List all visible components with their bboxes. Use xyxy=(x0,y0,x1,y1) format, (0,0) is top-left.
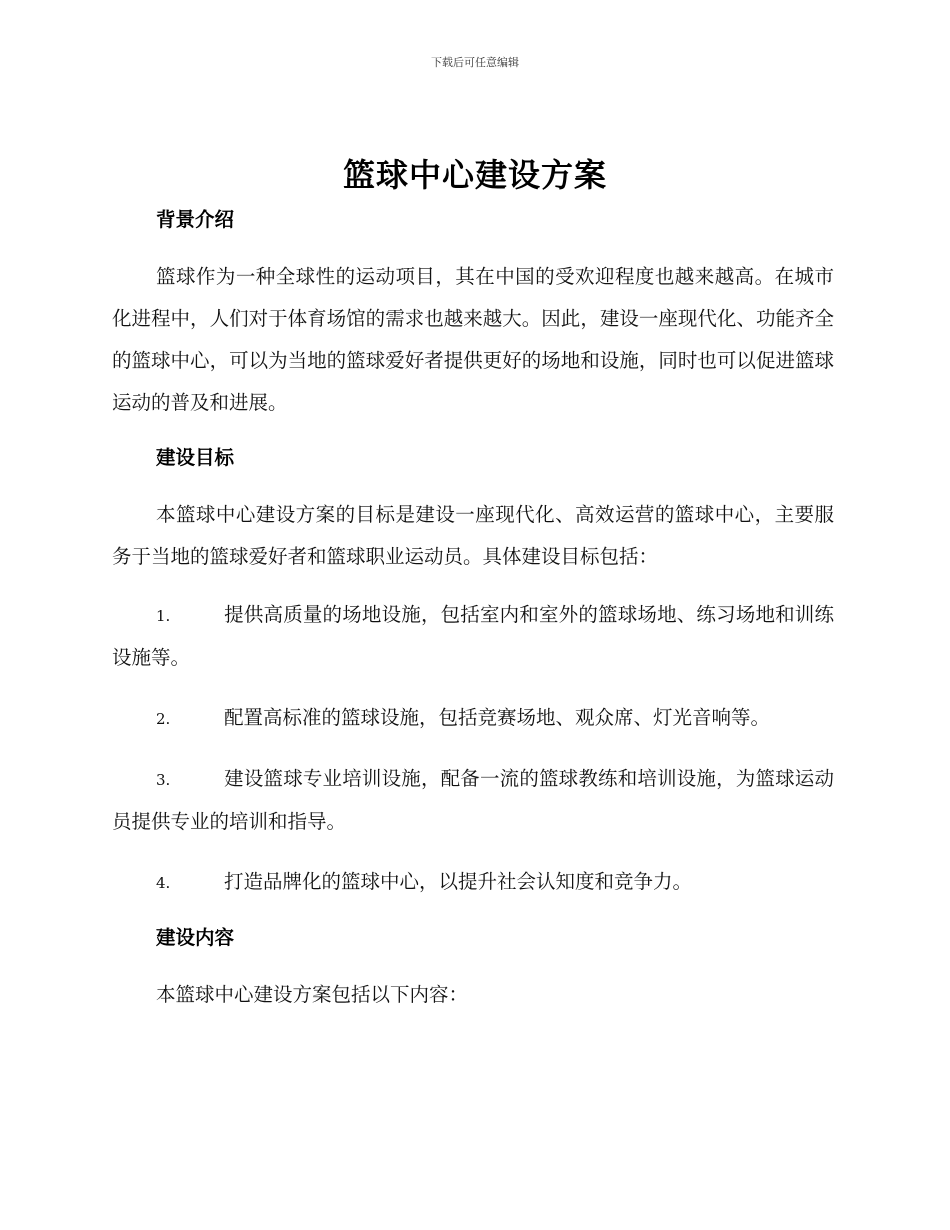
list-item xyxy=(112,861,834,904)
list-item-text: 打造品牌化的篮球中心，以提升社会认知度和竞争力。 xyxy=(224,870,693,893)
list-item-number: 2. xyxy=(156,710,171,728)
list-item-number: 3. xyxy=(156,771,171,789)
section-heading-content: 建设内容 xyxy=(156,926,235,949)
content-paragraph: 本篮球中心建设方案包括以下内容： xyxy=(156,983,469,1006)
list-item xyxy=(112,697,834,740)
list-item-number: 1. xyxy=(156,607,171,625)
goals-paragraph: 本篮球中心建设方案的目标是建设一座现代化、高效运营的篮球中心，主要服务于当地的篮球爱好者和篮球职业运动员。具体建设目标包括： xyxy=(112,503,834,568)
section-heading-background: 背景介绍 xyxy=(156,208,235,231)
list-item xyxy=(112,758,834,843)
list-item-text: 提供高质量的场地设施，包括室内和室外的篮球场地、练习场地和训练设施等。 xyxy=(112,603,834,669)
section-heading-goals: 建设目标 xyxy=(156,446,235,469)
list-item-number: 4. xyxy=(156,874,171,892)
document-body xyxy=(112,202,834,1016)
list-item-text: 配置高标准的篮球设施，包括竞赛场地、观众席、灯光音响等。 xyxy=(224,706,771,729)
document-title: 篮球中心建设方案 xyxy=(342,156,607,194)
list-item xyxy=(112,594,834,679)
list-item-text: 建设篮球专业培训设施，配备一流的篮球教练和培训设施，为篮球运动员提供专业的培训和指导。 xyxy=(112,767,834,833)
page-header-note: 下载后可任意编辑 xyxy=(431,56,519,69)
background-paragraph: 篮球作为一种全球性的运动项目，其在中国的受欢迎程度也越来越高。在城市化进程中，人们对于体育场馆的需求也越来越大。因此，建设一座现代化、功能齐全的篮球中心，可以为当地的篮球爱好者提供更好的场地和设施，同时也可以促进篮球运动的普及和进展。 xyxy=(112,265,834,414)
